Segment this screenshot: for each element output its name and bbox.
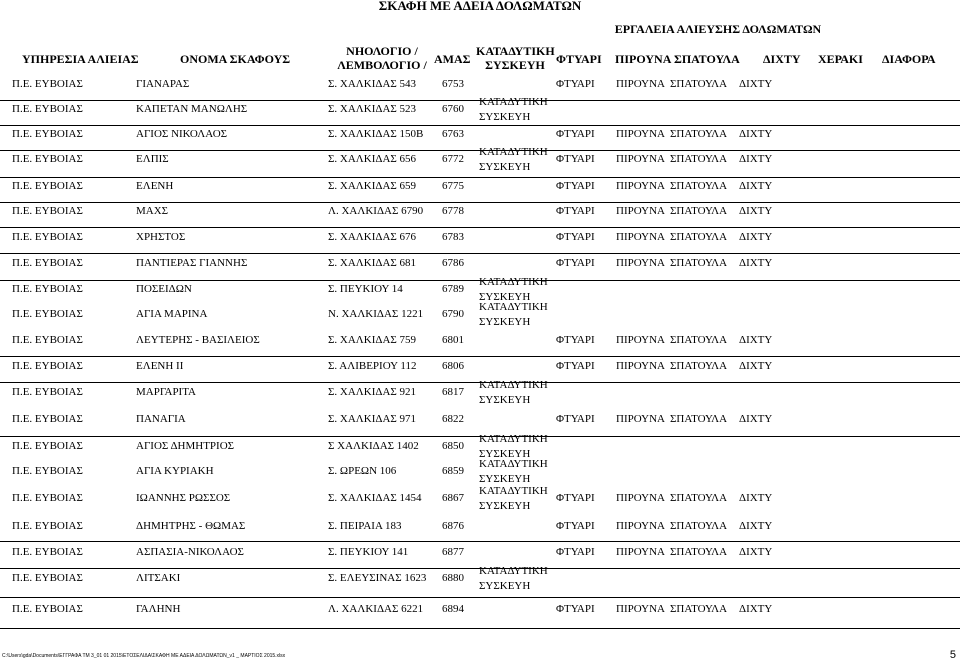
cell-equipment-line1: ΚΑΤΑΔΥΤΙΚΗ: [479, 301, 548, 313]
cell-ship-name: ΕΛΕΝΗ ΙΙ: [136, 360, 184, 372]
cell-office: Π.Ε. ΕΥΒΟΙΑΣ: [12, 205, 83, 217]
cell-fork: ΠΙΡΟΥΝΑ: [616, 492, 665, 504]
cell-office: Π.Ε. ΕΥΒΟΙΑΣ: [12, 257, 83, 269]
cell-equipment-line2: ΣΥΣΚΕΥΗ: [479, 111, 531, 123]
cell-equipment-line2: ΣΥΣΚΕΥΗ: [479, 580, 531, 592]
cell-spatula: ΣΠΑΤΟΥΛΑ: [670, 257, 728, 269]
cell-office: Π.Ε. ΕΥΒΟΙΑΣ: [12, 308, 83, 320]
cell-net: ΔΙΧΤΥ: [739, 520, 773, 532]
cell-amas: 6806: [442, 360, 464, 372]
cell-spatula: ΣΠΑΤΟΥΛΑ: [670, 492, 728, 504]
cell-office: Π.Ε. ΕΥΒΟΙΑΣ: [12, 180, 83, 192]
cell-fork: ΠΙΡΟΥΝΑ: [616, 360, 665, 372]
cell-ship-name: ΠΟΣΕΙΔΩΝ: [136, 283, 192, 295]
cell-shovel: ΦΤΥΑΡΙ: [556, 520, 595, 532]
cell-spatula: ΣΠΑΤΟΥΛΑ: [670, 520, 728, 532]
cell-equipment-line1: ΚΑΤΑΔΥΤΙΚΗ: [479, 565, 548, 577]
cell-ship-name: ΜΑΧΣ: [136, 205, 169, 217]
cell-registry: Σ. ΧΑΛΚΙΔΑΣ 971: [328, 413, 417, 425]
cell-ship-name: ΠΑΝΑΓΙΑ: [136, 413, 186, 425]
cell-fork: ΠΙΡΟΥΝΑ: [616, 78, 665, 90]
cell-office: Π.Ε. ΕΥΒΟΙΑΣ: [12, 334, 83, 346]
cell-equipment-line1: ΚΑΤΑΔΥΤΙΚΗ: [479, 96, 548, 108]
header-ship-name: ΟΝΟΜΑ ΣΚΑΦΟΥΣ: [180, 52, 291, 66]
cell-net: ΔΙΧΤΥ: [739, 334, 773, 346]
header-spatula: ΣΠΑΤΟΥΛΑ: [674, 52, 740, 66]
cell-ship-name: ΛΕΥΤΕΡΗΣ - ΒΑΣΙΛΕΙΟΣ: [136, 334, 260, 346]
cell-fork: ΠΙΡΟΥΝΑ: [616, 231, 665, 243]
cell-equipment-line1: ΚΑΤΑΔΥΤΙΚΗ: [479, 458, 548, 470]
cell-spatula: ΣΠΑΤΟΥΛΑ: [670, 603, 728, 615]
cell-office: Π.Ε. ΕΥΒΟΙΑΣ: [12, 386, 83, 398]
row-divider: [0, 253, 960, 254]
cell-ship-name: ΑΓΙΟΣ ΝΙΚΟΛΑΟΣ: [136, 128, 228, 140]
cell-shovel: ΦΤΥΑΡΙ: [556, 180, 595, 192]
cell-amas: 6772: [442, 153, 464, 165]
header-other: ΔΙΑΦΟΡΑ: [882, 52, 936, 66]
header-equipment-line2: ΣΥΣΚΕΥΗ: [485, 58, 545, 72]
cell-net: ΔΙΧΤΥ: [739, 492, 773, 504]
cell-equipment-line1: ΚΑΤΑΔΥΤΙΚΗ: [479, 146, 548, 158]
cell-shovel: ΦΤΥΑΡΙ: [556, 78, 595, 90]
header-registry-line2: ΛΕΜΒΟΛΟΓΙΟ /: [337, 58, 427, 72]
cell-amas: 6801: [442, 334, 464, 346]
cell-registry: Σ. ΧΑΛΚΙΔΑΣ 676: [328, 231, 417, 243]
cell-amas: 6876: [442, 520, 464, 532]
cell-registry: Σ. ΧΑΛΚΙΔΑΣ 150Β: [328, 128, 424, 140]
cell-amas: 6778: [442, 205, 464, 217]
page-number: 5: [949, 649, 956, 661]
cell-office: Π.Ε. ΕΥΒΟΙΑΣ: [12, 546, 83, 558]
cell-shovel: ΦΤΥΑΡΙ: [556, 257, 595, 269]
cell-registry: Λ. ΧΑΛΚΙΔΑΣ 6790: [328, 205, 424, 217]
cell-spatula: ΣΠΑΤΟΥΛΑ: [670, 180, 728, 192]
cell-amas: 6760: [442, 103, 464, 115]
cell-office: Π.Ε. ΕΥΒΟΙΑΣ: [12, 492, 83, 504]
cell-ship-name: ΕΛΠΙΣ: [136, 153, 169, 165]
cell-spatula: ΣΠΑΤΟΥΛΑ: [670, 546, 728, 558]
cell-shovel: ΦΤΥΑΡΙ: [556, 153, 595, 165]
cell-spatula: ΣΠΑΤΟΥΛΑ: [670, 413, 728, 425]
cell-net: ΔΙΧΤΥ: [739, 128, 773, 140]
cell-equipment-line1: ΚΑΤΑΔΥΤΙΚΗ: [479, 379, 548, 391]
cell-registry: Σ. ΑΛΙΒΕΡΙΟΥ 112: [328, 360, 417, 372]
page-title: ΣΚΑΦΗ ΜΕ ΑΔΕΙΑ ΔΟΛΩΜΑΤΩΝ: [378, 0, 582, 13]
cell-ship-name: ΑΓΙΟΣ ΔΗΜΗΤΡΙΟΣ: [136, 440, 235, 452]
cell-ship-name: ΔΗΜΗΤΡΗΣ - ΘΩΜΑΣ: [136, 520, 246, 532]
header-net: ΔΙΧΤΥ: [763, 52, 801, 66]
cell-office: Π.Ε. ΕΥΒΟΙΑΣ: [12, 360, 83, 372]
cell-amas: 6817: [442, 386, 464, 398]
cell-office: Π.Ε. ΕΥΒΟΙΑΣ: [12, 520, 83, 532]
cell-amas: 6894: [442, 603, 464, 615]
row-divider: [0, 227, 960, 228]
file-path-footer: C:\Users\gda\Documents\ΕΓΓΡΑΦΑ ΤΜ 3_01 01 2015\ΕΤΟΣΕΛΙΔΑ\ΣΚΑΦΗ ΜΕ ΑΔΕΙΑ ΔΟΛΩΜΑΤΩΝ_ν1 _ ΜΑΡΤΙΟΣ 2015.xlsx: [2, 653, 286, 659]
cell-office: Π.Ε. ΕΥΒΟΙΑΣ: [12, 572, 83, 584]
cell-equipment-line2: ΣΥΣΚΕΥΗ: [479, 291, 531, 303]
cell-fork: ΠΙΡΟΥΝΑ: [616, 520, 665, 532]
header-shovel: ΦΤΥΑΡΙ: [556, 52, 602, 66]
cell-net: ΔΙΧΤΥ: [739, 180, 773, 192]
cell-shovel: ΦΤΥΑΡΙ: [556, 231, 595, 243]
cell-amas: 6880: [442, 572, 464, 584]
cell-spatula: ΣΠΑΤΟΥΛΑ: [670, 78, 728, 90]
cell-office: Π.Ε. ΕΥΒΟΙΑΣ: [12, 465, 83, 477]
cell-equipment-line2: ΣΥΣΚΕΥΗ: [479, 500, 531, 512]
row-divider: [0, 125, 960, 126]
cell-fork: ΠΙΡΟΥΝΑ: [616, 334, 665, 346]
cell-office: Π.Ε. ΕΥΒΟΙΑΣ: [12, 231, 83, 243]
cell-ship-name: ΑΓΙΑ ΚΥΡΙΑΚΗ: [136, 465, 214, 477]
tools-group-header: ΕΡΓΑΛΕΙΑ ΑΛΙΕΥΣΗΣ ΔΟΛΩΜΑΤΩΝ: [614, 22, 822, 36]
cell-shovel: ΦΤΥΑΡΙ: [556, 603, 595, 615]
cell-shovel: ΦΤΥΑΡΙ: [556, 492, 595, 504]
cell-spatula: ΣΠΑΤΟΥΛΑ: [670, 205, 728, 217]
cell-equipment-line2: ΣΥΣΚΕΥΗ: [479, 316, 531, 328]
cell-ship-name: ΚΑΠΕΤΑΝ ΜΑΝΩΛΗΣ: [136, 103, 248, 115]
cell-office: Π.Ε. ΕΥΒΟΙΑΣ: [12, 440, 83, 452]
cell-shovel: ΦΤΥΑΡΙ: [556, 413, 595, 425]
cell-ship-name: ΕΛΕΝΗ: [136, 180, 174, 192]
cell-fork: ΠΙΡΟΥΝΑ: [616, 205, 665, 217]
row-divider: [0, 628, 960, 629]
cell-net: ΔΙΧΤΥ: [739, 78, 773, 90]
cell-shovel: ΦΤΥΑΡΙ: [556, 334, 595, 346]
cell-amas: 6775: [442, 180, 464, 192]
header-hand: ΧΕΡΑΚΙ: [818, 52, 863, 66]
row-divider: [0, 177, 960, 178]
cell-office: Π.Ε. ΕΥΒΟΙΑΣ: [12, 283, 83, 295]
cell-amas: 6786: [442, 257, 464, 269]
cell-spatula: ΣΠΑΤΟΥΛΑ: [670, 128, 728, 140]
cell-amas: 6783: [442, 231, 464, 243]
cell-shovel: ΦΤΥΑΡΙ: [556, 205, 595, 217]
cell-ship-name: ΓΑΛΗΝΗ: [136, 603, 181, 615]
cell-registry: Σ. ΧΑΛΚΙΔΑΣ 759: [328, 334, 417, 346]
cell-registry: Σ. ΧΑΛΚΙΔΑΣ 543: [328, 78, 417, 90]
cell-net: ΔΙΧΤΥ: [739, 153, 773, 165]
cell-amas: 6850: [442, 440, 464, 452]
header-equipment-line1: ΚΑΤΑΔΥΤΙΚΗ: [476, 44, 555, 58]
cell-registry: Σ. ΧΑΛΚΙΔΑΣ 523: [328, 103, 417, 115]
cell-equipment-line2: ΣΥΣΚΕΥΗ: [479, 473, 531, 485]
row-divider: [0, 356, 960, 357]
cell-fork: ΠΙΡΟΥΝΑ: [616, 603, 665, 615]
cell-registry: Λ. ΧΑΛΚΙΔΑΣ 6221: [328, 603, 424, 615]
cell-equipment-line1: ΚΑΤΑΔΥΤΙΚΗ: [479, 276, 548, 288]
cell-registry: Σ ΧΑΛΚΙΔΑΣ 1402: [328, 440, 419, 452]
cell-registry: Σ. ΠΕΥΚΙΟΥ 14: [328, 283, 403, 295]
cell-equipment-line1: ΚΑΤΑΔΥΤΙΚΗ: [479, 433, 548, 445]
cell-ship-name: ΠΑΝΤΙΕΡΑΣ ΓΙΑΝΝΗΣ: [136, 257, 248, 269]
header-fork: ΠΙΡΟΥΝΑ: [615, 52, 672, 66]
cell-ship-name: ΧΡΗΣΤΟΣ: [136, 231, 186, 243]
cell-equipment-line1: ΚΑΤΑΔΥΤΙΚΗ: [479, 485, 548, 497]
cell-amas: 6789: [442, 283, 464, 295]
cell-shovel: ΦΤΥΑΡΙ: [556, 546, 595, 558]
cell-registry: Σ. ΕΛΕΥΣΙΝΑΣ 1623: [328, 572, 427, 584]
cell-registry: Σ. ΠΕΙΡΑΙΑ 183: [328, 520, 402, 532]
cell-amas: 6867: [442, 492, 464, 504]
cell-office: Π.Ε. ΕΥΒΟΙΑΣ: [12, 603, 83, 615]
cell-equipment-line2: ΣΥΣΚΕΥΗ: [479, 394, 531, 406]
header-amas: ΑΜΑΣ: [434, 52, 471, 66]
cell-fork: ΠΙΡΟΥΝΑ: [616, 546, 665, 558]
cell-fork: ΠΙΡΟΥΝΑ: [616, 180, 665, 192]
cell-net: ΔΙΧΤΥ: [739, 205, 773, 217]
cell-office: Π.Ε. ΕΥΒΟΙΑΣ: [12, 103, 83, 115]
cell-fork: ΠΙΡΟΥΝΑ: [616, 153, 665, 165]
cell-registry: Σ. ΠΕΥΚΙΟΥ 141: [328, 546, 409, 558]
cell-equipment-line2: ΣΥΣΚΕΥΗ: [479, 161, 531, 173]
cell-registry: Σ. ΩΡΕΩΝ 106: [328, 465, 397, 477]
cell-net: ΔΙΧΤΥ: [739, 413, 773, 425]
cell-amas: 6877: [442, 546, 464, 558]
cell-spatula: ΣΠΑΤΟΥΛΑ: [670, 334, 728, 346]
row-divider: [0, 597, 960, 598]
header-registry-line1: ΝΗΟΛΟΓΙΟ /: [346, 44, 418, 58]
cell-ship-name: ΓΙΑΝΑΡΑΣ: [136, 78, 190, 90]
cell-office: Π.Ε. ΕΥΒΟΙΑΣ: [12, 153, 83, 165]
row-divider: [0, 541, 960, 542]
cell-ship-name: ΛΙΤΣΑΚΙ: [136, 572, 181, 584]
cell-spatula: ΣΠΑΤΟΥΛΑ: [670, 360, 728, 372]
cell-net: ΔΙΧΤΥ: [739, 360, 773, 372]
cell-registry: Σ. ΧΑΛΚΙΔΑΣ 681: [328, 257, 417, 269]
cell-ship-name: ΜΑΡΓΑΡΙΤΑ: [136, 386, 197, 398]
cell-registry: Σ. ΧΑΛΚΙΔΑΣ 656: [328, 153, 417, 165]
cell-ship-name: ΑΣΠΑΣΙΑ-ΝΙΚΟΛΑΟΣ: [136, 546, 244, 558]
cell-net: ΔΙΧΤΥ: [739, 546, 773, 558]
cell-ship-name: ΑΓΙΑ ΜΑΡΙΝΑ: [136, 308, 208, 320]
cell-net: ΔΙΧΤΥ: [739, 231, 773, 243]
cell-shovel: ΦΤΥΑΡΙ: [556, 360, 595, 372]
cell-equipment-line2: ΣΥΣΚΕΥΗ: [479, 448, 531, 460]
cell-spatula: ΣΠΑΤΟΥΛΑ: [670, 231, 728, 243]
cell-fork: ΠΙΡΟΥΝΑ: [616, 413, 665, 425]
header-office: ΥΠΗΡΕΣΙΑ ΑΛΙΕΙΑΣ: [22, 52, 139, 66]
cell-shovel: ΦΤΥΑΡΙ: [556, 128, 595, 140]
cell-amas: 6753: [442, 78, 464, 90]
cell-office: Π.Ε. ΕΥΒΟΙΑΣ: [12, 128, 83, 140]
cell-net: ΔΙΧΤΥ: [739, 257, 773, 269]
cell-office: Π.Ε. ΕΥΒΟΙΑΣ: [12, 413, 83, 425]
cell-office: Π.Ε. ΕΥΒΟΙΑΣ: [12, 78, 83, 90]
cell-fork: ΠΙΡΟΥΝΑ: [616, 257, 665, 269]
cell-registry: Σ. ΧΑΛΚΙΔΑΣ 659: [328, 180, 417, 192]
cell-registry: Σ. ΧΑΛΚΙΔΑΣ 1454: [328, 492, 422, 504]
cell-spatula: ΣΠΑΤΟΥΛΑ: [670, 153, 728, 165]
cell-fork: ΠΙΡΟΥΝΑ: [616, 128, 665, 140]
cell-net: ΔΙΧΤΥ: [739, 603, 773, 615]
cell-amas: 6859: [442, 465, 464, 477]
cell-amas: 6790: [442, 308, 464, 320]
cell-amas: 6822: [442, 413, 464, 425]
cell-registry: Ν. ΧΑΛΚΙΔΑΣ 1221: [328, 308, 424, 320]
row-divider: [0, 202, 960, 203]
cell-registry: Σ. ΧΑΛΚΙΔΑΣ 921: [328, 386, 417, 398]
cell-ship-name: ΙΩΑΝΝΗΣ ΡΩΣΣΟΣ: [136, 492, 231, 504]
cell-amas: 6763: [442, 128, 464, 140]
